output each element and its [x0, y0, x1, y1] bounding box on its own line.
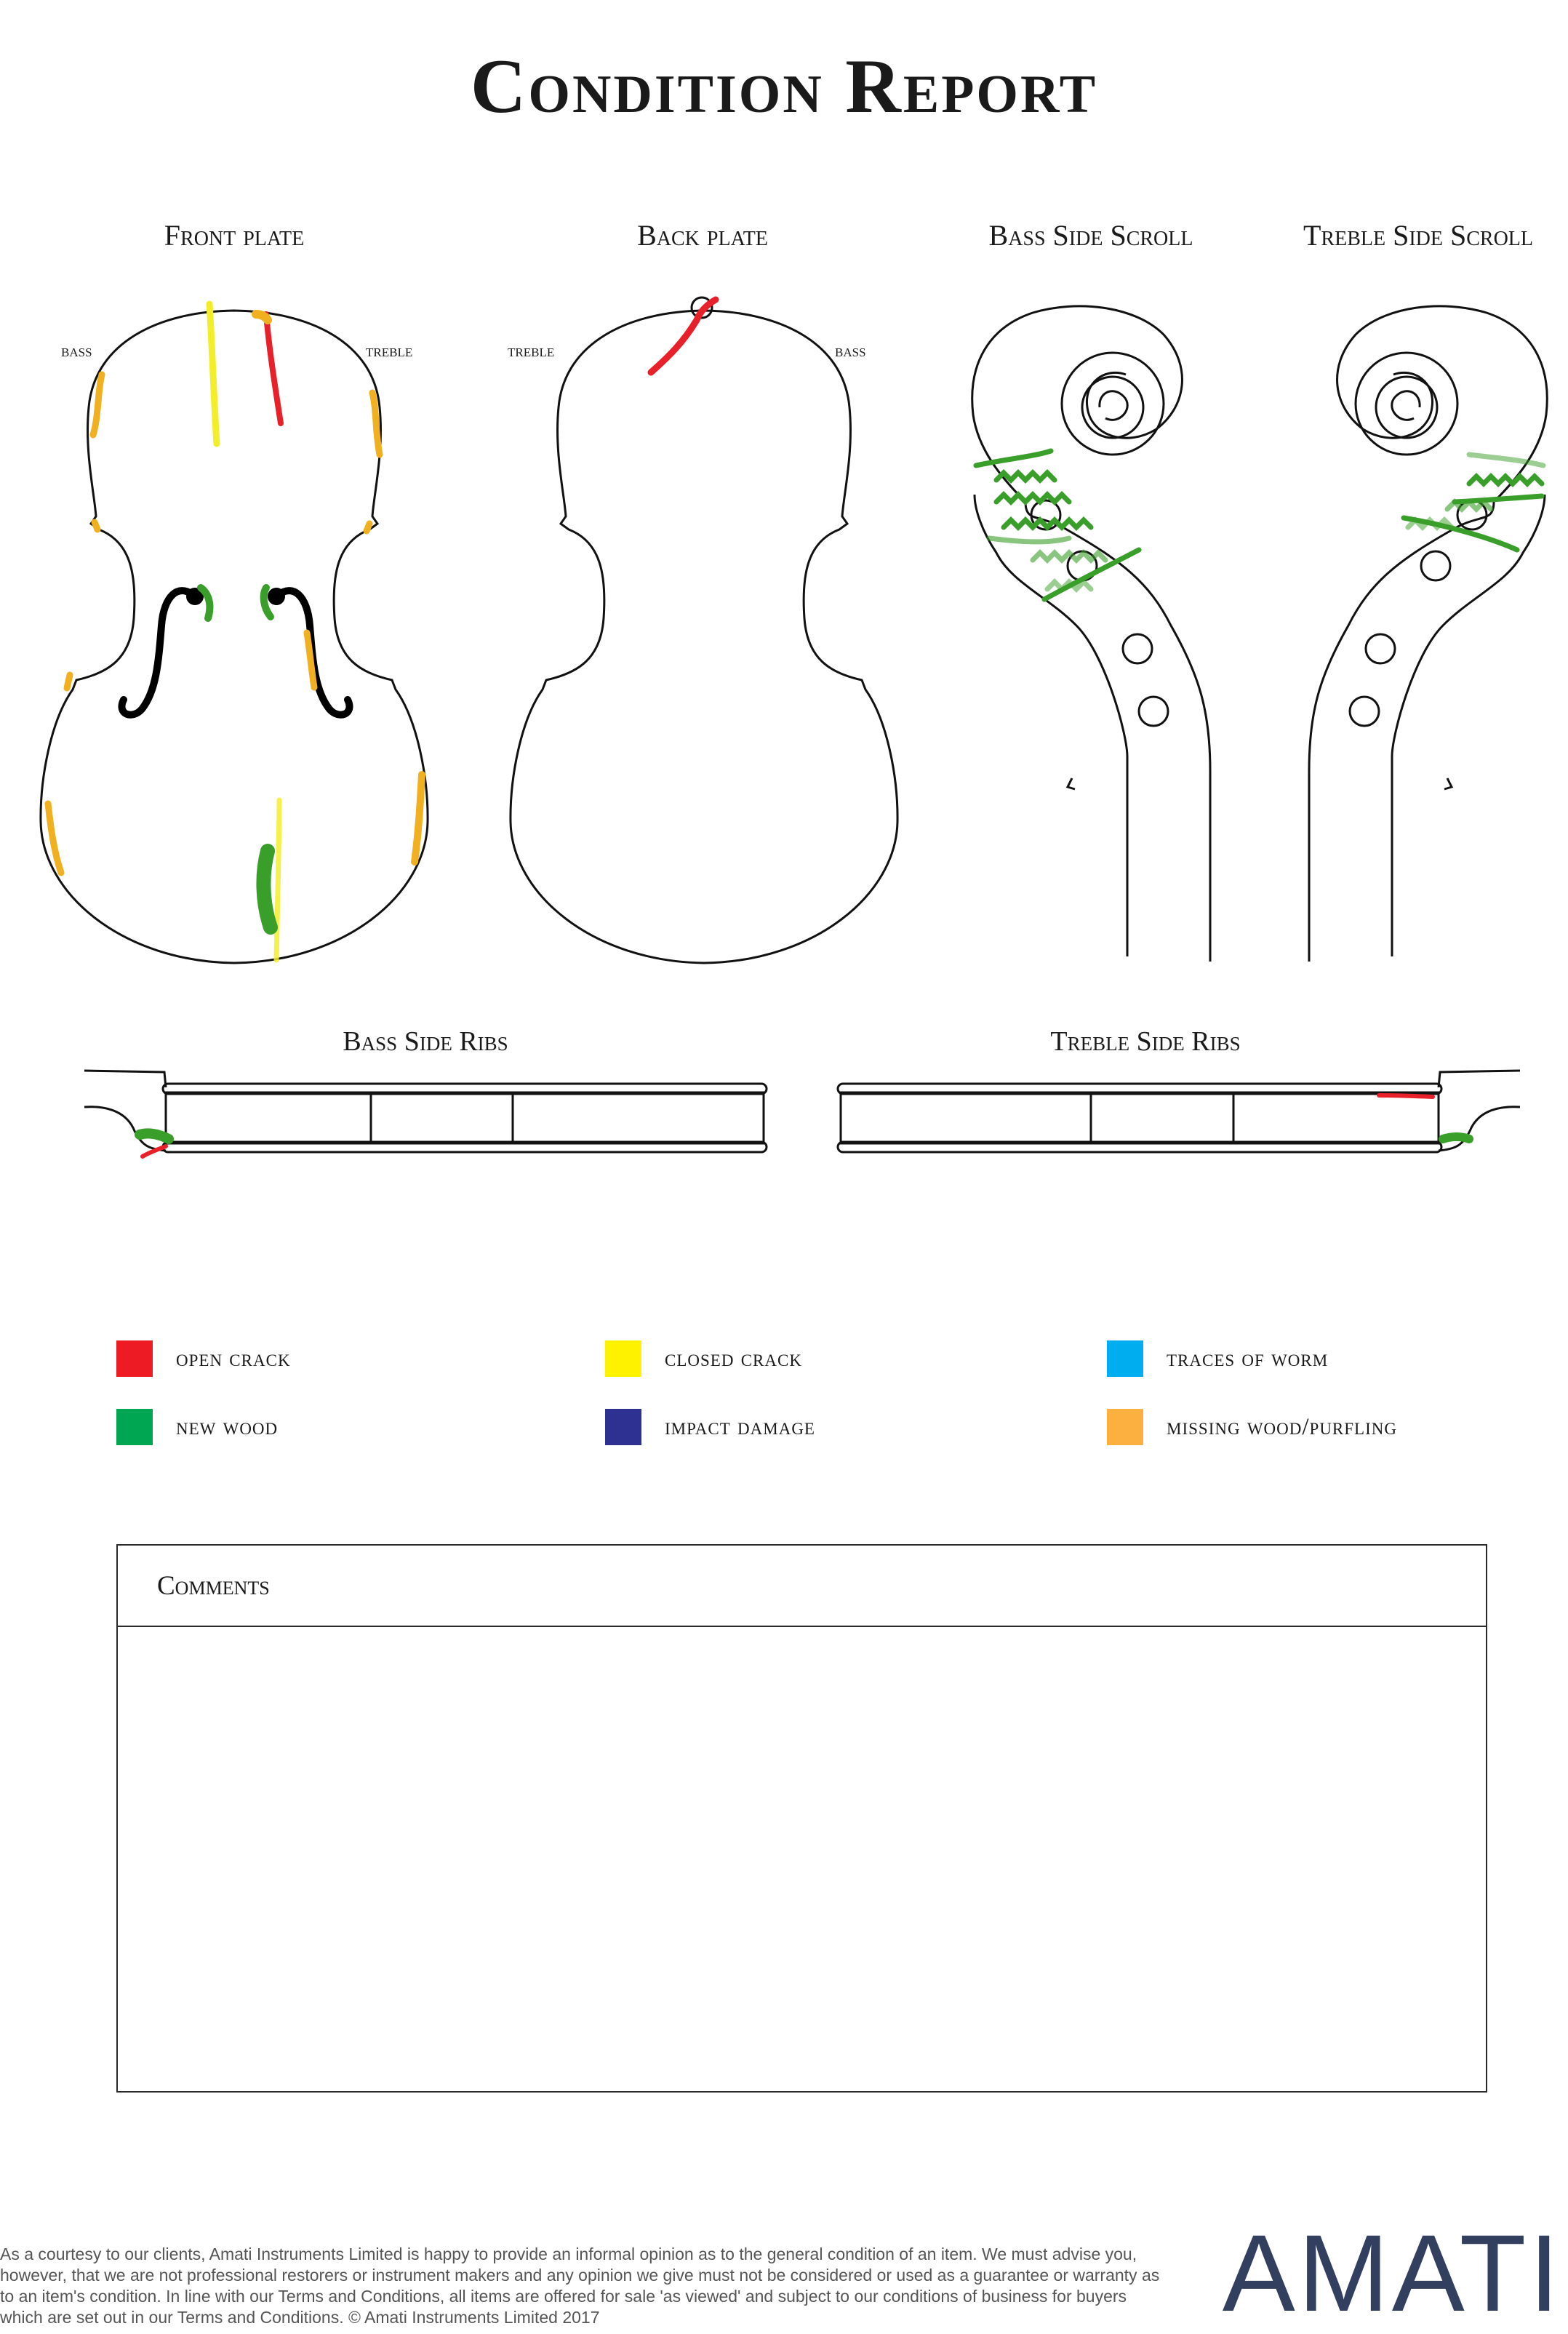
- legend-label: open crack: [176, 1345, 291, 1372]
- new-wood-swatch: [116, 1409, 153, 1445]
- missing-wood-mark: [95, 522, 97, 529]
- legend-label: new wood: [176, 1413, 279, 1440]
- treble-side-ribs-outline: [838, 1071, 1520, 1152]
- closed-crack-mark: [209, 304, 217, 444]
- missing-wood-mark: [415, 775, 422, 862]
- new-wood-mark: [1443, 1137, 1469, 1139]
- closed-crack-mark: [276, 800, 279, 960]
- legend-item-impact-damage: [605, 1409, 815, 1445]
- comments-box: [116, 1544, 1487, 2093]
- front-bass-side-label: bass: [61, 342, 92, 361]
- new-wood-mark: [996, 495, 1069, 502]
- back-bass-side-label: bass: [835, 342, 866, 361]
- missing-wood-mark: [256, 314, 268, 320]
- missing-wood-mark: [67, 675, 70, 688]
- treble-side-scroll-outline: [1309, 306, 1547, 962]
- legend-item-new-wood: [116, 1409, 278, 1445]
- comments-heading: Comments: [118, 1546, 1486, 1627]
- legend-label: traces of worm: [1167, 1345, 1329, 1372]
- impact-damage-swatch: [605, 1409, 641, 1445]
- treble-side-ribs-markings: [1379, 1095, 1469, 1139]
- back-plate-outline: [511, 297, 897, 963]
- open-crack-swatch: [116, 1340, 153, 1377]
- open-crack-mark: [266, 314, 281, 423]
- legend-item-closed-crack: [605, 1340, 802, 1377]
- page-title: Condition Report: [470, 44, 1098, 129]
- new-wood-mark: [201, 588, 209, 618]
- front-plate-label: Front plate: [164, 219, 305, 252]
- bass-side-ribs-label: Bass Side Ribs: [343, 1026, 508, 1057]
- legend-item-open-crack: [116, 1340, 291, 1377]
- amati-logo: AMATI: [1222, 2212, 1562, 2334]
- legend-item-missing-wood-purfling: [1107, 1409, 1397, 1445]
- closed-crack-swatch: [605, 1340, 641, 1377]
- new-wood-mark: [140, 1133, 169, 1139]
- new-wood-mark: [263, 851, 271, 927]
- legend-label: closed crack: [665, 1345, 802, 1372]
- legend-item-traces-of-worm: [1107, 1340, 1328, 1377]
- new-wood-mark: [1469, 476, 1542, 484]
- back-plate-label: Back plate: [637, 219, 768, 252]
- bass-side-ribs-outline: [84, 1071, 767, 1152]
- treble-side-ribs-label: Treble Side Ribs: [1050, 1026, 1241, 1057]
- open-crack-mark: [1379, 1095, 1433, 1097]
- back-treble-side-label: treble: [508, 342, 555, 361]
- new-wood-mark: [989, 538, 1069, 542]
- front-treble-side-label: treble: [366, 342, 413, 361]
- legend-label: missing wood/purfling: [1167, 1413, 1397, 1440]
- missing-wood-purfling-swatch: [1107, 1409, 1143, 1445]
- bass-side-scroll-outline: [972, 306, 1210, 962]
- missing-wood-mark: [367, 524, 369, 531]
- traces-of-worm-swatch: [1107, 1340, 1143, 1377]
- bass-side-scroll-label: Bass Side Scroll: [988, 219, 1193, 252]
- legend-label: impact damage: [665, 1413, 815, 1440]
- comments-body[interactable]: [118, 1627, 1486, 2091]
- front-plate-markings: [48, 304, 422, 960]
- bass-side-scroll-markings: [976, 451, 1139, 599]
- front-plate-f-holes: [121, 591, 349, 715]
- disclaimer-text: As a courtesy to our clients, Amati Instruments Limited is happy to provide an informal opinion as to the general condition of an item. We must advise you, however, that we are not professional restorers or instrument makers and any opinion we give must not be considered or used as a guarantee or warranty as to an item's condition. In line with our Terms and Conditions, all items are offered for sale 'as viewed' and subject to our conditions of business for buyers which are set out in our Terms and Conditions. © Amati Instruments Limited 2017: [0, 2245, 1160, 2327]
- treble-side-scroll-label: Treble Side Scroll: [1303, 219, 1534, 252]
